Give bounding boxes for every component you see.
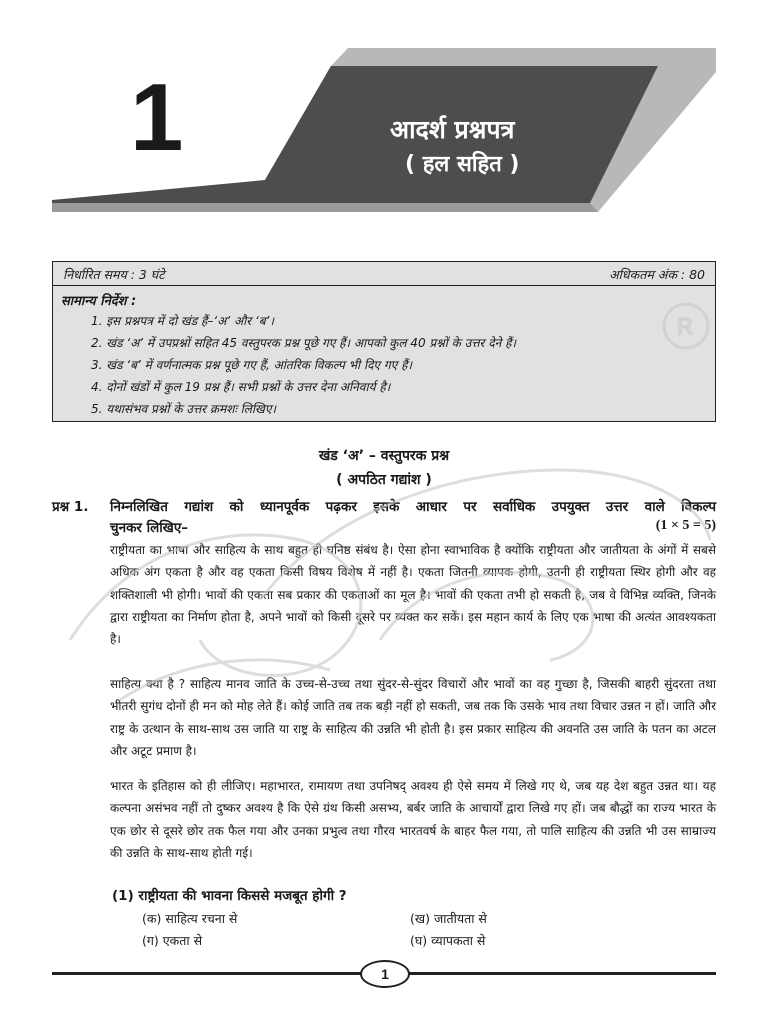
question-label: प्रश्न 1. [52,499,89,515]
instruction-item: 3. खंड ‘ब’ में वर्णनात्मक प्रश्न पूछे गए हैं, आंतरिक विकल्प भी दिए गए हैं। [91,358,413,372]
banner-top-band [331,48,716,66]
question-marks: (1 × 5 = 5) [655,518,716,533]
instructions-box [52,261,716,422]
instruction-item: 2. खंड ‘अ’ में उपप्रश्नों सहित 45 वस्तुपरक प्रश्न पूछे गए हैं। आपको कुल 40 प्रश्नों के उत्तर देने हैं। [91,336,517,350]
option-c: (ग) एकता से [142,933,203,948]
svg-text:R: R [677,314,693,339]
question-text-line2: चुनकर लिखिए– [110,520,189,536]
question-text-line1: निम्नलिखित गद्यांश को ध्यानपूर्वक पढ़कर इसके आधार पर सर्वाधिक उपयुक्त उत्तर वाले विकल्प [110,499,716,515]
page-number: 1 [360,960,410,988]
option-a: (क) साहित्य रचना से [142,911,238,926]
banner-bottom-strip [52,203,598,212]
passage-paragraph-3: भारत के इतिहास को ही लीजिए। महाभारत, रामायण तथा उपनिषद् अवश्य ही ऐसे समय में लिखे गए थे, जब यह देश बहुत उन्नत था। यह कल्पना असंभव नहीं तो दुष्कर अवश्य है कि ऐसे ग्रंथ किसी असभ्य, बर्बर जाति के आचार्यों द्वारा लिखे गए हों। जब बौद्धों का राज्य भारत के एक छोर से दूसरे छोर तक फैल गया और उनका प्रभुत्व तथा गौरव भारतवर्ष के बाहर फैल गया, तो पालि साहित्य की उन्नति भी उस साम्राज्य की उन्नति के साथ-साथ होती गई। [110,779,716,860]
general-instructions-heading: सामान्य निर्देश : [61,294,137,309]
section-title: खंड ‘अ’ – वस्तुपरक प्रश्न [318,448,450,464]
chapter-number: 1 [130,64,184,171]
option-d: (घ) व्यापकता से [410,933,486,948]
header-banner-art [0,0,768,230]
banner-title: आदर्श प्रश्नपत्र [390,115,515,144]
sub-question: (1) राष्ट्रीयता की भावना किससे मजबूत होगी ? [112,888,347,904]
passage-paragraph-1: राष्ट्रीयता का भाषा और साहित्य के साथ बहुत ही घनिष्ठ संबंध है। ऐसा होना स्वाभाविक है क्योंकि राष्ट्रीयता और जातीयता के अंगों में सबसे अधिक अंग एकता है और वह एकता किसी विषय विशेष में नहीं है। एकता जितनी व्यापक होगी, उतनी ही राष्ट्रीयता स्थिर होगी और वह शक्तिशाली भी होगी। भावों की एकता सब प्रकार की एकताओं का मूल है। भावों की एकता तभी हो सकती है, जब वे विभिन्न व्यक्ति, जिनके द्वारा राष्ट्रीयता का निर्माण होता है, अपने भावों को किसी दूसरे पर व्यक्त कर सकें। इस महान कार्य के लिए एक भाषा की अत्यंत आवश्यकता है। [110,543,716,647]
section-subtitle: ( अपठित गद्यांश ) [336,472,432,488]
passage-paragraph-2: साहित्य क्या है ? साहित्य मानव जाति के उच्च-से-उच्च तथा सुंदर-से-सुंदर विचारों और भावों का वह गुच्छा है, जिसकी बाहरी सुंदरता तथा भीतरी सुगंध दोनों ही मन को मोह लेते हैं। कोई जाति तब तक बड़ी नहीं हो सकती, जब तक कि उसके भाव तथा विचार उन्नत न हों। जाति और राष्ट्र के उत्थान के साथ-साथ उस जाति या राष्ट्र के साहित्य की उन्नति भी होती है। इस प्रकार साहित्य की अवनति उस जाति के पतन का अटल और अटूट प्रमाण है। [110,677,716,758]
instructions-topbar [53,262,715,286]
option-b: (ख) जातीयता से [410,911,487,926]
banner-subtitle: ( हल सहित ) [405,152,520,177]
instruction-item: 1. इस प्रश्नपत्र में दो खंड हैं–‘अ’ और ‘ब’। [91,314,274,328]
time-allowed: निर्धारित समय : 3 घंटे [63,267,165,282]
instruction-item: 4. दोनों खंडों में कुल 19 प्रश्न हैं। सभी प्रश्नों के उत्तर देना अनिवार्य है। [91,380,391,394]
max-marks: अधिकतम अंक : 80 [609,267,705,282]
instruction-item: 5. यथासंभव प्रश्नों के उत्तर क्रमशः लिखिए। [91,402,277,416]
